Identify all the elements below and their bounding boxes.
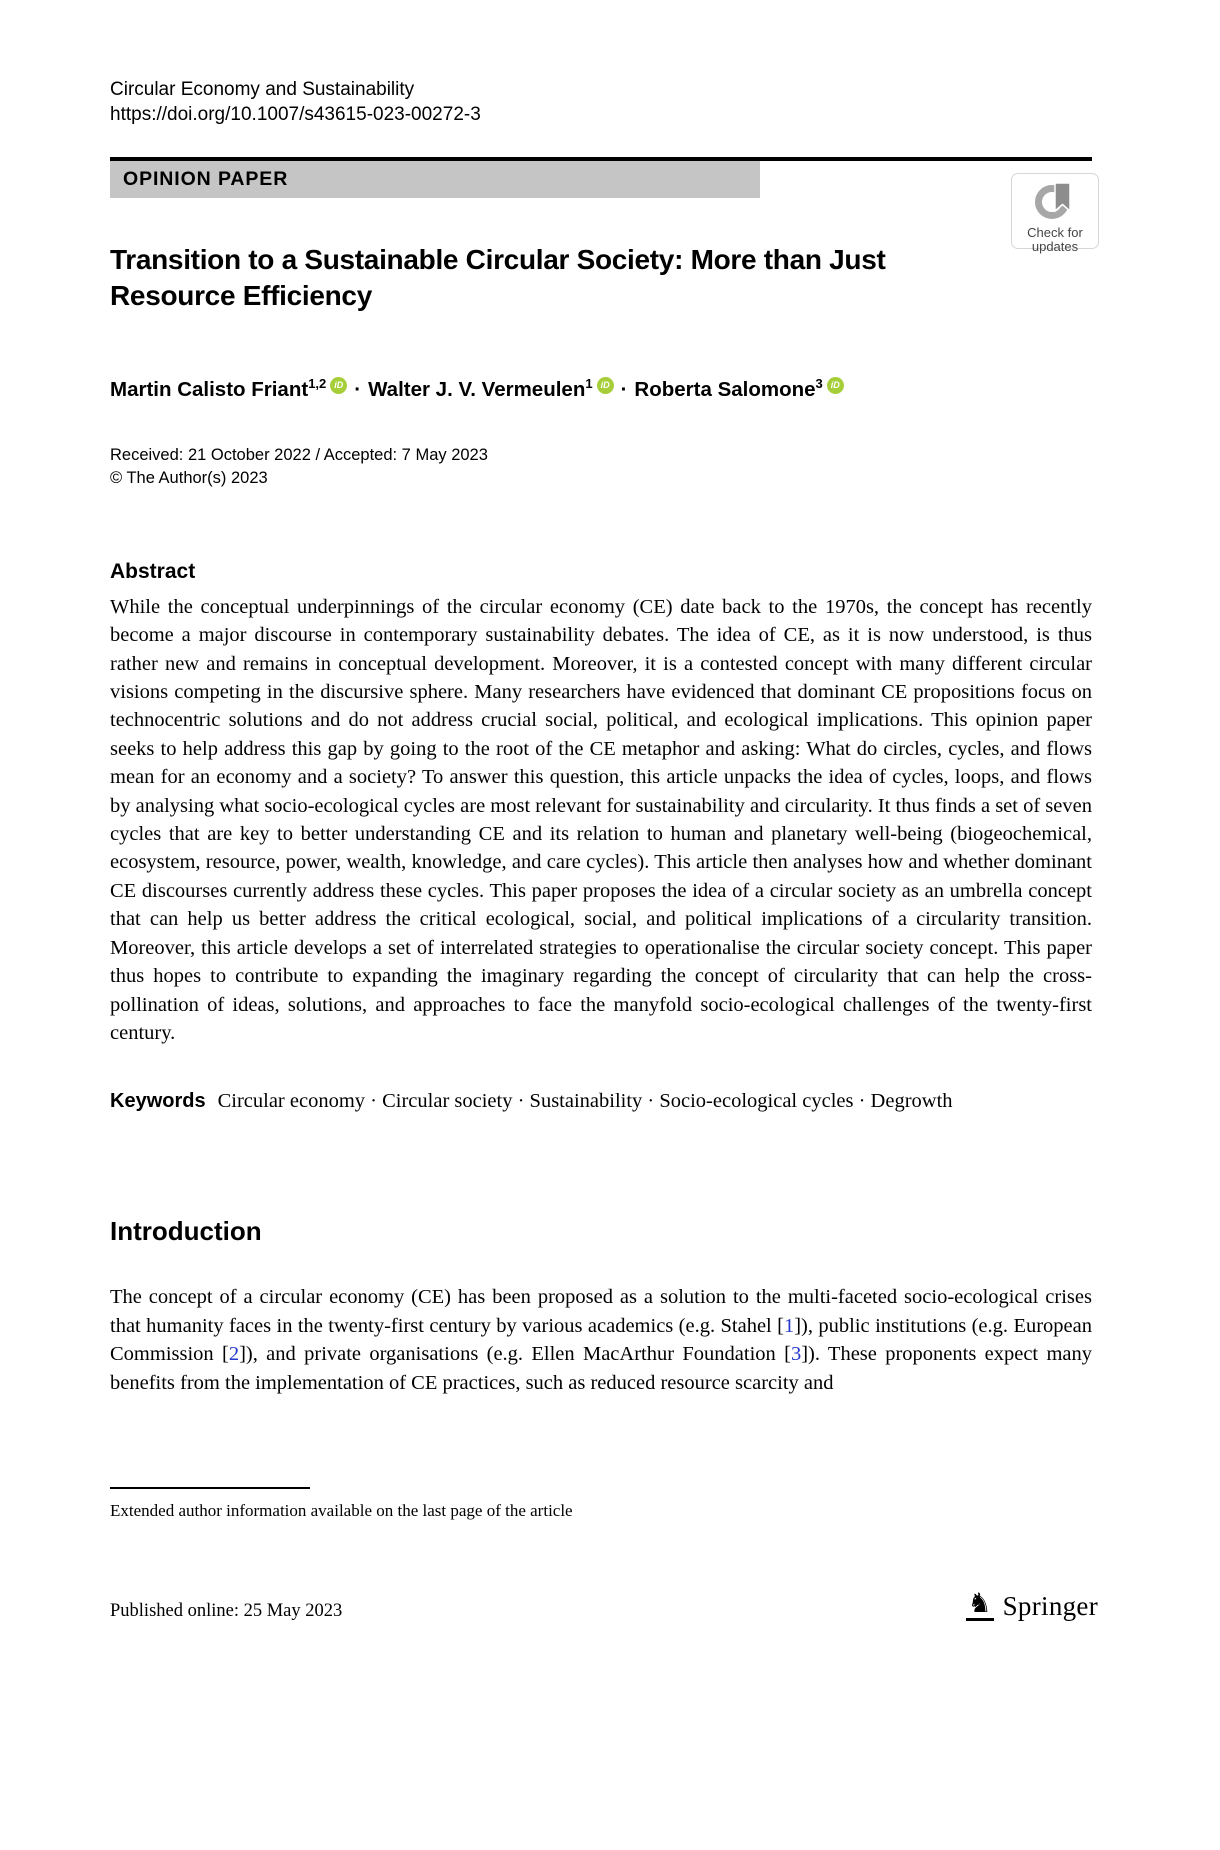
springer-knight-icon: ♞ (967, 1588, 992, 1620)
introduction-paragraph: The concept of a circular economy (CE) has been proposed as a solution to the multi-faceted socio-ecological crises that humanity faces in the twenty-first century by various academics (e.g. Stahel [1]), public institutions (e.g. European Commission [2]), and private organisations (e.g. Ellen MacArthur Foundation [3]). These proponents expect many benefits from the implementation of CE practices, such as reduced resource scarcity and (110, 1286, 1092, 1394)
received-accepted: Received: 21 October 2022 / Accepted: 7 May 2023 (110, 445, 488, 464)
keywords-list: Circular economy · Circular society · Sustainability · Socio-ecological cycles · Degrowth (217, 1090, 953, 1113)
author-affiliation-sup: 3 (815, 376, 823, 391)
check-updates-label: Check for updates (1027, 225, 1083, 254)
abstract-heading: Abstract (110, 559, 196, 583)
author-separator: · (354, 377, 362, 401)
author-affiliation-sup: 1 (585, 376, 593, 391)
article-dates (110, 444, 1092, 490)
keywords-heading: Keywords (110, 1090, 206, 1113)
citation-link[interactable]: 2 (228, 1343, 240, 1366)
footnote-block (110, 1487, 1092, 1521)
author-name: Martin Calisto Friant (110, 377, 309, 401)
keywords-block (110, 1087, 1092, 1116)
published-online: Published online: 25 May 2023 (110, 1600, 343, 1621)
header-rule (110, 157, 1092, 198)
author-separator: · (620, 377, 628, 401)
orcid-icon[interactable]: iD (330, 377, 347, 394)
page-footer (110, 1588, 1098, 1622)
article-title: Transition to a Sustainable Circular Society: More than Just Resource Efficiency (110, 244, 886, 311)
author-name: Roberta Salomone (634, 377, 816, 401)
abstract-text: While the conceptual underpinnings of the circular economy (CE) date back to the 1970s, the concept has recently become a major discourse in contemporary sustainability debates. The idea of CE, as it is now understood, is thus rather new and remains in conceptual development. Moreover, it is a contested concept with many different circular visions competing in the discursive sphere. Many researchers have evidenced that dominant CE propositions focus on technocentric solutions and do not address crucial social, political, and ecological implications. This opinion paper seeks to help address this gap by going to the root of the CE metaphor and asking: What do circles, cycles, and flows mean for an economy and a society? To answer this question, this article unpacks the idea of cycles, loops, and flows by analysing what socio-ecological cycles are most relevant for sustainability and circularity. It thus finds a set of seven cycles that are key to better understanding CE and its relation to human and planetary well-being (biogeochemical, ecosystem, resource, power, wealth, knowledge, and care cycles). This article then analyses how and whether dominant CE discourses currently address these cycles. This paper proposes the idea of a circular society as an umbrella concept that can help us better address the critical ecological, social, and political implications of a circularity transition. Moreover, this article develops a set of interrelated strategies to operationalise the circular society concept. This paper thus hopes to contribute to expanding the imaginary regarding the concept of circularity that can help the cross-pollination of ideas, solutions, and approaches to face the manyfold socio-ecological challenges of the twenty-first century. (110, 595, 1092, 1044)
introduction-heading: Introduction (110, 1216, 262, 1247)
copyright-line: © The Author(s) 2023 (110, 468, 268, 487)
article-type-badge: OPINION PAPER (110, 161, 760, 198)
article-doi-link[interactable]: https://doi.org/10.1007/s43615-023-00272-3 (110, 104, 481, 125)
author-name: Walter J. V. Vermeulen (368, 377, 586, 401)
orcid-icon[interactable]: iD (827, 377, 844, 394)
author-list (110, 376, 1092, 402)
springer-wordmark: Springer (1002, 1590, 1098, 1621)
footnote-text: Extended author information available on the last page of the article (110, 1500, 573, 1520)
author-affiliation-sup: 1,2 (308, 376, 327, 391)
footnote-rule (110, 1487, 310, 1489)
journal-name: Circular Economy and Sustainability (110, 79, 415, 100)
springer-logo (966, 1588, 1098, 1622)
citation-link[interactable]: 1 (783, 1314, 795, 1337)
check-updates-bookmark-icon (1032, 177, 1078, 228)
orcid-icon[interactable]: iD (597, 377, 614, 394)
check-for-updates-button[interactable] (1011, 173, 1099, 254)
citation-link[interactable]: 3 (790, 1343, 802, 1366)
